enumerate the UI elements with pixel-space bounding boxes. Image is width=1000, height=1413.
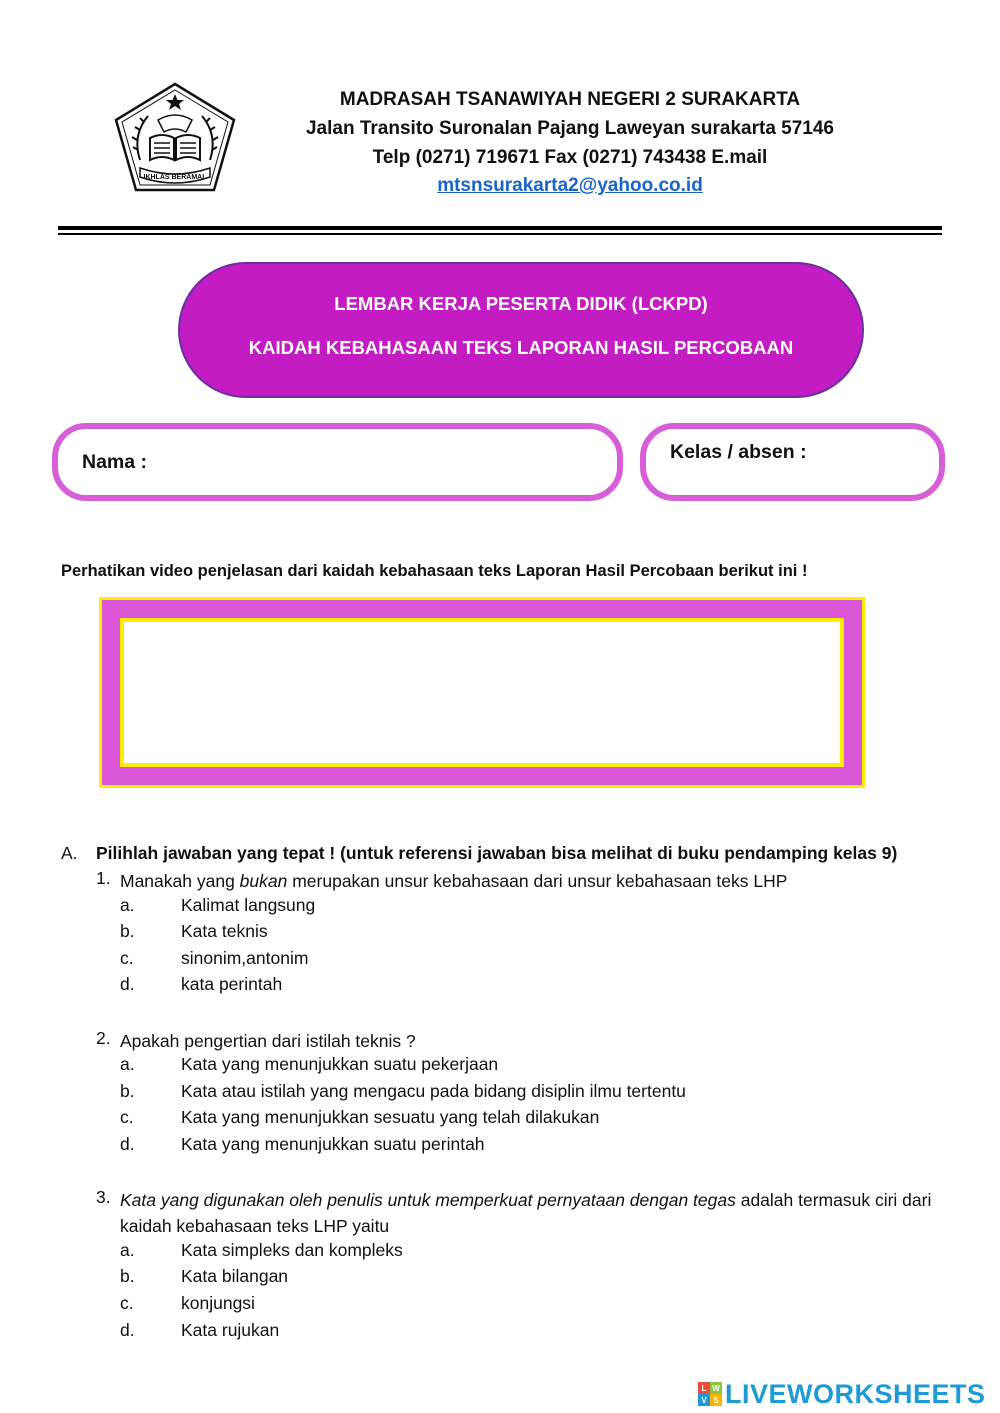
badge-letter: L [698,1382,710,1394]
question-number: 2. [96,1028,111,1048]
badge-letter: S [710,1394,722,1406]
section-letter: A. [61,843,78,863]
worksheet-title: LEMBAR KERJA PESERTA DIDIK (LCKPD) [334,293,708,314]
answer-option[interactable]: kata perintah [181,974,283,994]
option-letter: c. [120,1293,134,1313]
logo-ribbon-text: IKHLAS BERAMAL [143,174,207,181]
video-instruction: Perhatikan video penjelasan dari kaidah kebahasaan teks Laporan Hasil Percobaan berikut ini ! [61,562,808,580]
question-number: 3. [96,1187,111,1207]
worksheet-subtitle: KAIDAH KEBAHASAAN TEKS LAPORAN HASIL PERCOBAAN [248,337,794,358]
section-title: Pilihlah jawaban yang tepat ! (untuk referensi jawaban bisa melihat di buku pendamping kelas 9) [96,843,898,863]
header-divider-thick [58,226,942,230]
option-letter: b. [120,921,135,941]
ministry-emblem-icon [110,80,240,195]
answer-option[interactable]: Kata yang menunjukkan suatu pekerjaan [181,1054,499,1074]
question-text-part: Manakah yang [120,871,240,891]
option-letter: d. [120,1134,135,1154]
liveworksheets-logo-icon [698,1382,722,1406]
answer-option[interactable]: Kata teknis [181,921,268,941]
question-text-part: adalah termasuk ciri dari kaidah kebahasaan teks LHP yaitu [120,1190,932,1236]
answer-option[interactable]: Kata yang menunjukkan sesuatu yang telah dilakukan [181,1107,600,1127]
answer-option[interactable]: Kata bilangan [181,1266,289,1286]
school-name: MADRASAH TSANAWIYAH NEGERI 2 SURAKARTA [339,89,801,110]
question-number: 1. [96,868,111,888]
answer-option[interactable]: Kata atau istilah yang mengacu pada bidang disiplin ilmu tertentu [181,1081,686,1101]
option-letter: c. [120,1107,134,1127]
school-email-link[interactable]: mtsnsurakarta2@yahoo.co.id [437,175,703,196]
class-absen-label: Kelas / absen : [670,441,807,463]
question-text [120,868,940,894]
option-letter: b. [120,1081,135,1101]
option-letter: c. [120,948,134,968]
class-absen-field[interactable] [640,423,945,501]
school-contact: Telp (0271) 719671 Fax (0271) 743438 E.mail [372,147,768,168]
option-letter: a. [120,895,135,915]
answer-option[interactable]: Kata rujukan [181,1320,280,1340]
school-address: Jalan Transito Suronalan Pajang Laweyan surakarta 57146 [305,118,834,139]
question-text: Apakah pengertian dari istilah teknis ? [120,1031,416,1051]
option-letter: d. [120,1320,135,1340]
name-label: Nama : [82,451,148,473]
question-text-emphasis: bukan [239,871,288,891]
video-player[interactable] [120,618,844,767]
worksheet-title-banner [178,262,864,398]
option-letter: a. [120,1054,135,1074]
answer-option[interactable]: konjungsi [181,1293,255,1313]
answer-option[interactable]: sinonim,antonim [181,948,309,968]
video-embed-frame[interactable] [99,597,865,788]
answer-option[interactable]: Kalimat langsung [181,895,316,915]
question-text [120,1187,940,1239]
question-text-emphasis: Kata yang digunakan oleh penulis untuk memperkuat pernyataan dengan tegas [120,1190,736,1210]
option-letter: a. [120,1240,135,1260]
liveworksheets-watermark [698,1377,986,1411]
answer-option[interactable]: Kata yang menunjukkan suatu perintah [181,1134,485,1154]
option-letter: b. [120,1266,135,1286]
watermark-text: LIVEWORKSHEETS [725,1378,986,1409]
name-field[interactable] [52,423,623,501]
header-divider-thin [58,233,942,235]
badge-letter: W [710,1382,722,1394]
option-letter: d. [120,974,135,994]
question-text-part: merupakan unsur kebahasaan dari unsur kebahasaan teks LHP [287,871,788,891]
badge-letter: V [698,1394,710,1406]
answer-option[interactable]: Kata simpleks dan kompleks [181,1240,403,1260]
